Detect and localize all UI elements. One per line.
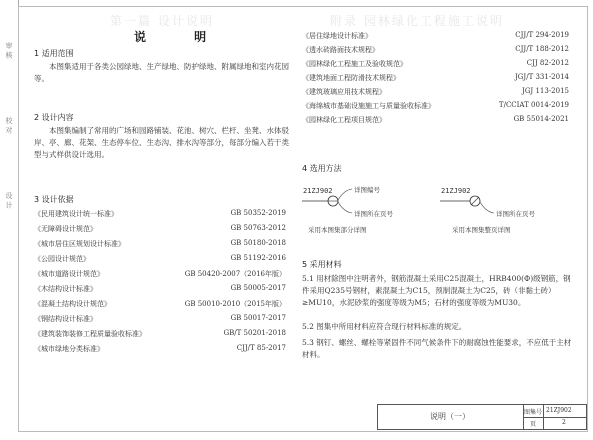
section-2-heading: 2 设计内容 bbox=[34, 113, 74, 122]
section-5-1-text: 5.1 用材除图中注明者外，钢筋混凝土采用C25混凝土，HRB400(Ф)级钢筋，钢件采用Q235号钢材，素混凝土为C15，预制混凝土为C25，砖（非黏土砖）≥MU10，水泥砂浆的强度等级为M5；石材的强度等级为MU30。 bbox=[302, 274, 571, 307]
standard-row bbox=[34, 269, 286, 284]
standard-row bbox=[34, 224, 286, 239]
left-standards-list bbox=[34, 209, 286, 359]
standard-name: 《公园设计规范》 bbox=[34, 255, 90, 263]
standard-row bbox=[34, 239, 286, 254]
standard-name: 《园林绿化工程项目规范》 bbox=[302, 116, 386, 124]
standard-row bbox=[302, 45, 569, 59]
section-5-2-text: 5.2 图集中所用材料应符合现行材料标准的规定。 bbox=[302, 322, 467, 331]
detail-ref-diagram-page bbox=[440, 180, 570, 236]
part-detail-caption: 采用本图集部分详图 bbox=[308, 226, 367, 234]
ghost-heading-left: 第一篇 设计说明 bbox=[110, 14, 214, 28]
standard-code: CJJ 82-2012 bbox=[526, 59, 569, 67]
section-5-heading: 5 采用材料 bbox=[302, 260, 342, 269]
standard-code: T/CCIAT 0014-2019 bbox=[498, 101, 569, 109]
standard-code: CJJ/T 85-2017 bbox=[236, 344, 286, 352]
standard-name: 《园林绿化工程施工及验收规范》 bbox=[302, 60, 407, 68]
standard-code: GB 50763-2012 bbox=[230, 224, 286, 232]
section-1-heading: 1 适用范围 bbox=[34, 49, 74, 58]
standard-row bbox=[302, 31, 569, 45]
section-3-heading: 3 设计依据 bbox=[34, 195, 74, 204]
sidebar-item-review: 审 核 bbox=[5, 41, 13, 59]
standard-name: 《海绵城市基础设施施工与质量验收标准》 bbox=[302, 102, 435, 110]
standard-name: 《民用建筑设计统一标准》 bbox=[34, 210, 118, 218]
standard-row bbox=[34, 344, 286, 359]
standard-name: 《透水砖路面技术规程》 bbox=[302, 46, 379, 54]
approval-sidebar bbox=[0, 0, 19, 430]
standard-code: JGJ 113-2015 bbox=[522, 87, 569, 95]
standard-name: 《无障碍设计规范》 bbox=[34, 225, 97, 233]
standard-code: GB 55014-2021 bbox=[513, 115, 569, 123]
standard-row bbox=[34, 314, 286, 329]
page-label: 页 bbox=[530, 421, 537, 428]
standard-row bbox=[302, 87, 569, 101]
standard-code: CJJ/T 188-2012 bbox=[515, 45, 569, 53]
standard-code: CJJ/T 294-2019 bbox=[515, 31, 569, 39]
standard-code: GB/T 50201-2018 bbox=[223, 329, 286, 337]
detail-number-label: 详图编号 bbox=[354, 186, 380, 194]
sidebar-item-check: 校 对 bbox=[5, 116, 13, 134]
standard-row bbox=[302, 115, 569, 129]
standard-name: 《混凝土结构设计规范》 bbox=[34, 300, 111, 308]
standard-code: GB 50180-2018 bbox=[230, 239, 286, 247]
standard-row bbox=[34, 284, 286, 299]
title-block bbox=[377, 404, 587, 430]
standard-row bbox=[34, 329, 286, 344]
standard-row bbox=[34, 209, 286, 224]
standard-name: 《建筑装饰装修工程质量验收标准》 bbox=[34, 330, 146, 338]
standard-row bbox=[34, 299, 286, 314]
sheet-title: 说明（一） bbox=[430, 412, 470, 421]
page-detail-caption: 采用本图集整页详图 bbox=[452, 226, 511, 234]
atlas-code-label: 21ZJ902 bbox=[303, 187, 333, 195]
detail-ref-diagram-part bbox=[302, 180, 432, 236]
atlas-code-label: 21ZJ902 bbox=[441, 187, 471, 195]
detail-page-label: 详图所在页号 bbox=[496, 210, 535, 218]
standard-name: 《居住绿地设计标准》 bbox=[302, 32, 372, 40]
standard-name: 《木结构设计标准》 bbox=[34, 285, 97, 293]
standard-name: 《城市绿地分类标准》 bbox=[34, 345, 104, 353]
atlas-number-label: 图集号 bbox=[524, 409, 543, 416]
atlas-number-value: 21ZJ902 bbox=[546, 407, 572, 414]
standard-name: 《城市居住区规划设计标准》 bbox=[34, 240, 125, 248]
section-4-heading: 4 选用方法 bbox=[302, 164, 342, 173]
standard-row bbox=[302, 73, 569, 87]
detail-page-label: 详图所在页号 bbox=[354, 210, 393, 218]
page-title: 说 明 bbox=[134, 30, 229, 44]
standard-row bbox=[302, 101, 569, 115]
standard-code: GB 51192-2016 bbox=[230, 254, 286, 262]
section-5-3-text: 5.3 钢钉、螺丝、螺栓等紧固件不同气候条件下的耐腐蚀性能要求，不应低于主材材料。 bbox=[302, 338, 572, 359]
standard-code: JGJ/T 331-2014 bbox=[515, 73, 569, 81]
standard-code: GB 50010-2010（2015年版） bbox=[184, 300, 286, 308]
page-number-value: 2 bbox=[562, 419, 566, 426]
standard-name: 《建筑地面工程防滑技术规程》 bbox=[302, 74, 400, 82]
standard-code: GB 50017-2017 bbox=[230, 314, 286, 322]
standard-name: 《钢结构设计标准》 bbox=[34, 315, 97, 323]
section-1-text: 本图集适用于各类公园绿地、生产绿地、防护绿地、附属绿地和室内花园等。 bbox=[34, 62, 289, 83]
ghost-heading-right: 附录 园林绿化工程施工说明 bbox=[330, 14, 504, 28]
standard-row bbox=[34, 254, 286, 269]
standard-code: GB 50005-2017 bbox=[230, 284, 286, 292]
right-standards-list bbox=[302, 31, 569, 129]
standard-name: 《城市道路设计规范》 bbox=[34, 270, 104, 278]
standard-row bbox=[302, 59, 569, 73]
standard-code: GB 50352-2019 bbox=[230, 209, 286, 217]
sidebar-item-design: 设 计 bbox=[5, 191, 13, 209]
standard-name: 《建筑玻璃应用技术规程》 bbox=[302, 88, 386, 96]
section-2-text: 本图集编制了常用的广场和园路铺装、花池、树穴、栏杆、坐凳、水体驳岸、亭、廊、花架、生态停车位、生态沟、排水沟等部分，每部分编入若干类型与式样供设计选用。 bbox=[34, 126, 289, 159]
standard-code: GB 50420-2007（2016年版） bbox=[184, 270, 286, 278]
